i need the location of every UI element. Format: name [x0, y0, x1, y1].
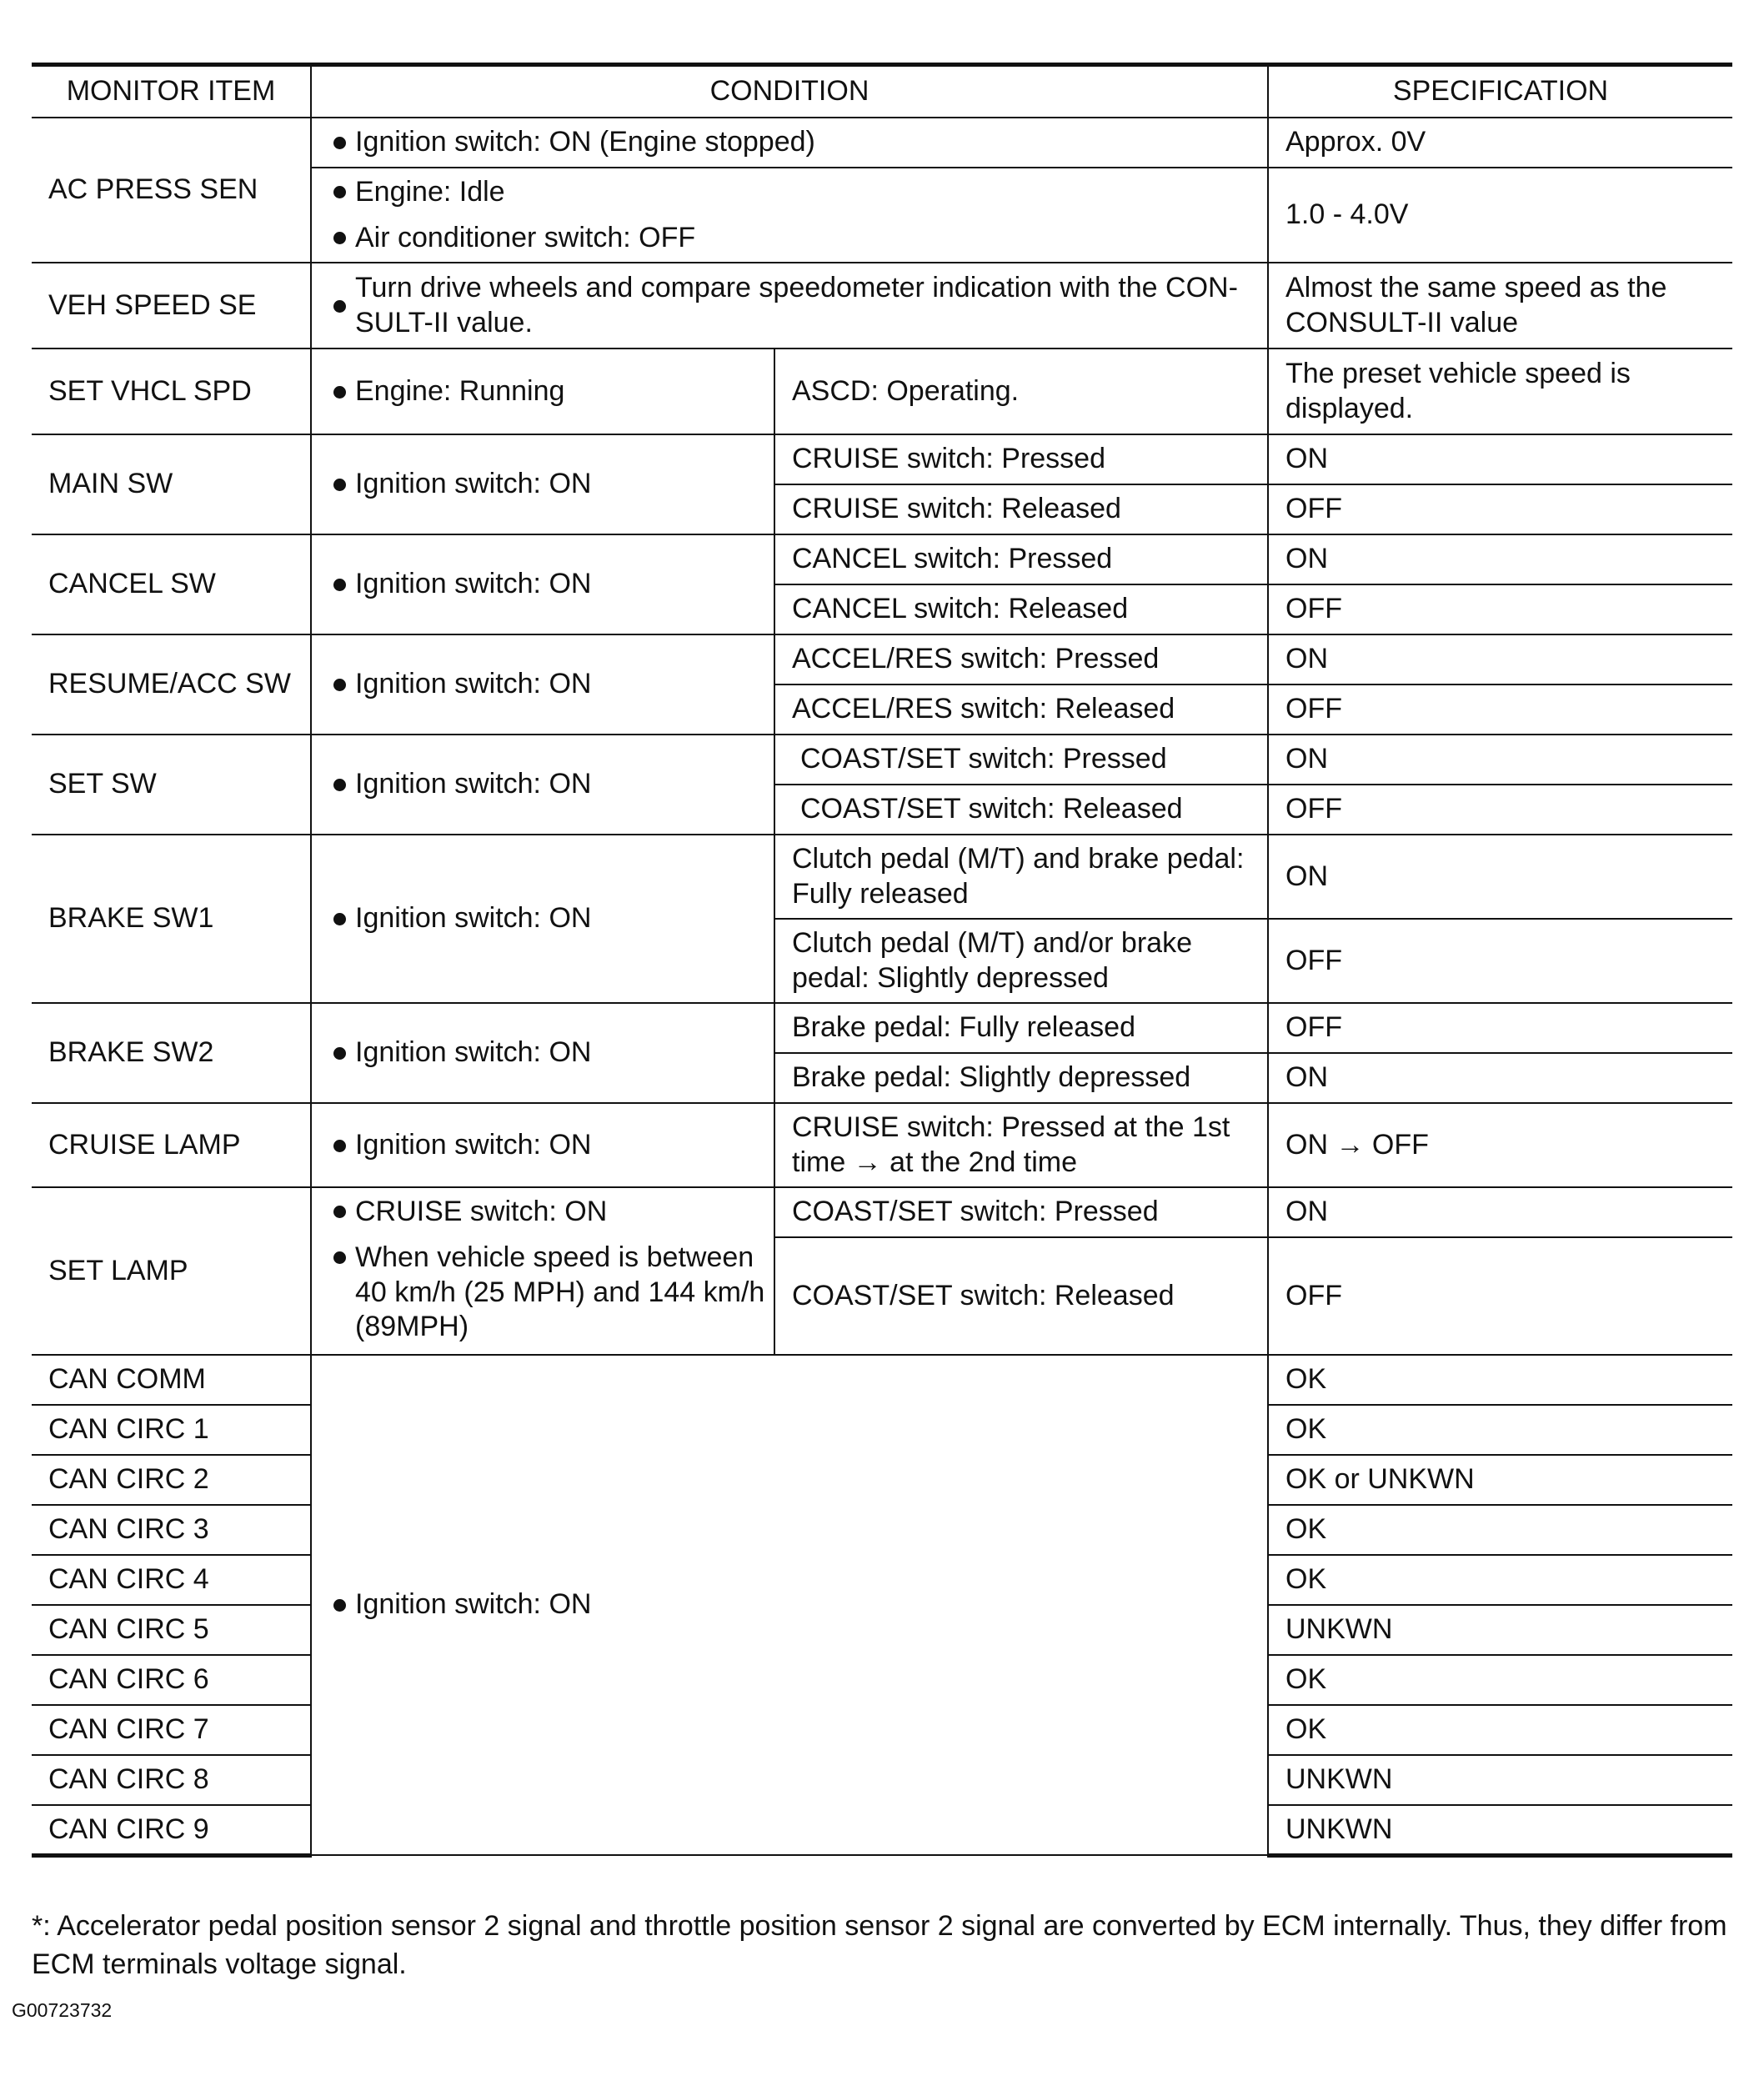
- monitor-item-cell: MAIN SW: [32, 434, 311, 534]
- table-row: [32, 1187, 1732, 1237]
- monitor-item-cell: CAN CIRC 7: [32, 1705, 311, 1755]
- specification-cell: OFF: [1268, 785, 1732, 835]
- sub-condition-cell: Brake pedal: Slightly depressed: [774, 1053, 1268, 1103]
- specification-cell: UNKWN: [1268, 1605, 1732, 1655]
- specification-cell: Approx. 0V: [1268, 118, 1732, 168]
- monitor-item-table: [32, 63, 1732, 1858]
- monitor-item-cell: SET LAMP: [32, 1187, 311, 1355]
- condition-cell: Ignition switch: ON: [311, 534, 774, 634]
- monitor-item-cell: RESUME/ACC SW: [32, 634, 311, 735]
- table-row: [32, 835, 1732, 919]
- table-row: [32, 735, 1732, 785]
- monitor-item-cell: AC PRESS SEN: [32, 118, 311, 263]
- sub-condition-cell: Brake pedal: Fully released: [774, 1003, 1268, 1053]
- footnote: *: Accelerator pedal position sensor 2 signal and throttle position sensor 2 signal are converted by ECM internally. Thus, they differ from ECM terminals voltage signal.: [32, 1910, 1727, 1980]
- table-row: [32, 434, 1732, 484]
- specification-cell: ON → OFF: [1268, 1103, 1732, 1187]
- specification-cell: Almost the same speed as the CONSULT-II value: [1268, 263, 1732, 349]
- monitor-item-cell: CAN CIRC 9: [32, 1805, 311, 1855]
- specification-cell: OFF: [1268, 1237, 1732, 1355]
- sub-condition-cell: COAST/SET switch: Released: [774, 785, 1268, 835]
- table-row: [32, 349, 1732, 434]
- monitor-table-container: [32, 63, 1732, 1858]
- specification-cell: ON: [1268, 1053, 1732, 1103]
- header-specification: SPECIFICATION: [1268, 65, 1732, 118]
- monitor-item-cell: CAN COMM: [32, 1355, 311, 1405]
- specification-cell: OK: [1268, 1355, 1732, 1405]
- monitor-item-cell: CAN CIRC 8: [32, 1755, 311, 1805]
- condition-cell: Turn drive wheels and compare speedometer indication with the CON-SULT-II value.: [311, 263, 1268, 349]
- specification-cell: OFF: [1268, 584, 1732, 634]
- table-row: [32, 534, 1732, 584]
- header-monitor-item: MONITOR ITEM: [32, 65, 311, 118]
- sub-condition-cell: COAST/SET switch: Released: [774, 1237, 1268, 1355]
- monitor-item-cell: SET SW: [32, 735, 311, 835]
- sub-condition-cell: COAST/SET switch: Pressed: [774, 1187, 1268, 1237]
- monitor-item-cell: SET VHCL SPD: [32, 349, 311, 434]
- specification-cell: ON: [1268, 835, 1732, 919]
- specification-cell: ON: [1268, 634, 1732, 684]
- condition-cell: [311, 1187, 774, 1355]
- monitor-item-cell: CAN CIRC 6: [32, 1655, 311, 1705]
- specification-cell: OFF: [1268, 484, 1732, 534]
- table-row: [32, 634, 1732, 684]
- sub-condition-cell: COAST/SET switch: Pressed: [774, 735, 1268, 785]
- monitor-item-cell: CAN CIRC 5: [32, 1605, 311, 1655]
- table-row: [32, 118, 1732, 168]
- table-row: [32, 263, 1732, 349]
- specification-cell: ON: [1268, 735, 1732, 785]
- sub-condition-cell: ASCD: Operating.: [774, 349, 1268, 434]
- monitor-item-cell: CAN CIRC 2: [32, 1455, 311, 1505]
- monitor-item-cell: CAN CIRC 3: [32, 1505, 311, 1555]
- specification-cell: The preset vehicle speed is displayed.: [1268, 349, 1732, 434]
- monitor-item-cell: BRAKE SW2: [32, 1003, 311, 1103]
- condition-cell: [311, 168, 1268, 263]
- monitor-item-cell: CRUISE LAMP: [32, 1103, 311, 1187]
- sub-condition-cell: Clutch pedal (M/T) and brake pedal: Fully released: [774, 835, 1268, 919]
- monitor-item-cell: BRAKE SW1: [32, 835, 311, 1003]
- figure-id: G00723732: [12, 1999, 113, 2021]
- condition-bullet: When vehicle speed is between 40 km/h (25 MPH) and 144 km/h (89MPH): [328, 1241, 774, 1344]
- specification-cell: OK: [1268, 1405, 1732, 1455]
- header-condition: CONDITION: [311, 65, 1268, 118]
- specification-cell: ON: [1268, 1187, 1732, 1237]
- specification-cell: OK or UNKWN: [1268, 1455, 1732, 1505]
- condition-cell: Ignition switch: ON: [311, 434, 774, 534]
- specification-cell: ON: [1268, 434, 1732, 484]
- sub-condition-cell: CRUISE switch: Pressed at the 1st time → at the 2nd time: [774, 1103, 1268, 1187]
- specification-cell: OFF: [1268, 684, 1732, 735]
- condition-cell: Ignition switch: ON: [311, 1355, 1268, 1855]
- sub-condition-cell: ACCEL/RES switch: Released: [774, 684, 1268, 735]
- sub-condition-cell: ACCEL/RES switch: Pressed: [774, 634, 1268, 684]
- sub-condition-cell: Clutch pedal (M/T) and/or brake pedal: Slightly depressed: [774, 919, 1268, 1003]
- table-row: [32, 1355, 1732, 1405]
- specification-cell: OFF: [1268, 1003, 1732, 1053]
- monitor-item-cell: CAN CIRC 4: [32, 1555, 311, 1605]
- monitor-item-cell: VEH SPEED SE: [32, 263, 311, 349]
- specification-cell: OK: [1268, 1655, 1732, 1705]
- condition-bullet: Air conditioner switch: OFF: [328, 221, 1267, 255]
- sub-condition-cell: CRUISE switch: Pressed: [774, 434, 1268, 484]
- condition-cell: Ignition switch: ON: [311, 634, 774, 735]
- condition-cell: Ignition switch: ON: [311, 1003, 774, 1103]
- specification-cell: UNKWN: [1268, 1805, 1732, 1855]
- condition-cell: Ignition switch: ON: [311, 1103, 774, 1187]
- monitor-item-cell: CAN CIRC 1: [32, 1405, 311, 1455]
- specification-cell: OK: [1268, 1555, 1732, 1605]
- specification-cell: 1.0 - 4.0V: [1268, 168, 1732, 263]
- condition-cell: Engine: Running: [311, 349, 774, 434]
- table-row: [32, 1103, 1732, 1187]
- condition-cell: Ignition switch: ON: [311, 735, 774, 835]
- condition-cell: Ignition switch: ON (Engine stopped): [311, 118, 1268, 168]
- sub-condition-cell: CANCEL switch: Released: [774, 584, 1268, 634]
- condition-bullet: Engine: Idle: [328, 175, 1267, 209]
- table-row: [32, 1003, 1732, 1053]
- sub-condition-cell: CRUISE switch: Released: [774, 484, 1268, 534]
- table-header-row: [32, 65, 1732, 118]
- specification-cell: UNKWN: [1268, 1755, 1732, 1805]
- specification-cell: ON: [1268, 534, 1732, 584]
- specification-cell: OK: [1268, 1705, 1732, 1755]
- sub-condition-cell: CANCEL switch: Pressed: [774, 534, 1268, 584]
- monitor-item-cell: CANCEL SW: [32, 534, 311, 634]
- specification-cell: OK: [1268, 1505, 1732, 1555]
- specification-cell: OFF: [1268, 919, 1732, 1003]
- condition-bullet: CRUISE switch: ON: [328, 1195, 774, 1229]
- condition-cell: Ignition switch: ON: [311, 835, 774, 1003]
